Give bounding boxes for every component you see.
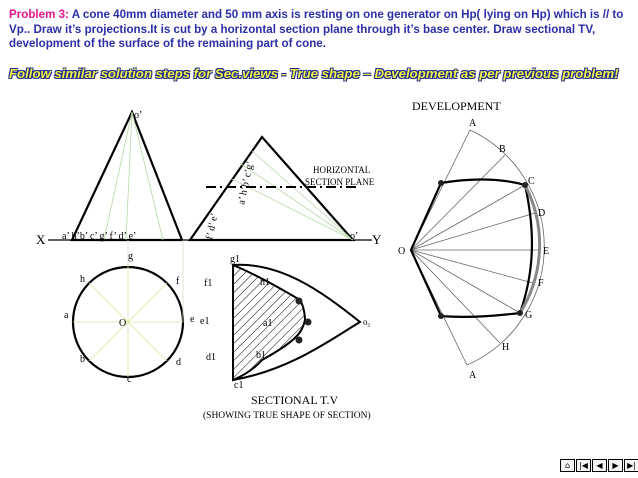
dev-point-label-1: B [499, 144, 506, 155]
fv-generators [104, 112, 163, 240]
dev-cut-outline [411, 179, 532, 316]
tv-point-label-5: f [176, 276, 180, 287]
tv-point-labels [64, 251, 195, 385]
instruction-subtitle: Follow similar solution steps for Sec.views - True shape – Development as per previous problem! [9, 66, 619, 81]
dev-point-label-0: A [469, 118, 477, 129]
section-point-label-0: e1 [200, 316, 210, 327]
o1-label: o₁ [363, 317, 371, 327]
base-fv-labels: a’ h’b’ c’ g’ f’ d’ e’ [62, 231, 137, 242]
xy-x-label: X [36, 232, 46, 247]
dev-point-label-5: F [538, 278, 544, 289]
dev-point-label-8: A [469, 370, 477, 381]
home-icon[interactable]: ⌂ [560, 459, 575, 472]
development-title: DEVELOPMENT [412, 99, 501, 113]
dev-point-label-2: C [528, 176, 535, 187]
prev-icon[interactable]: ◀ [592, 459, 607, 472]
tv-point-label-2: c [127, 374, 132, 385]
tv-point-label-3: d [176, 357, 181, 368]
tv-point-label-6: g [128, 251, 133, 262]
apex-fv2-label: o’ [350, 231, 359, 242]
generator-labels [204, 160, 256, 240]
dev-section-points [438, 180, 528, 319]
svg-text:f’ d’ e’: f’ d’ e’ [204, 212, 221, 241]
development-point-labels [469, 118, 549, 381]
section-point-label-7: f1 [204, 278, 213, 289]
tv-point-label-1: b [80, 354, 85, 365]
plane-label-2: SECTION PLANE [305, 177, 375, 187]
problem-tag: Problem 3: [9, 8, 69, 21]
tv-point-label-4: e [190, 314, 195, 325]
problem-text: A cone 40mm diameter and 50 mm axis is resting on one generator on Hp( lying on Hp) which is // to Vp.. Draw it’s projections.It is cut by a horizontal section plane through it’s base center. Draw sectional TV, development of the surface of the remaining part of cone. [9, 8, 624, 51]
true-shape-caption: (SHOWING TRUE SHAPE OF SECTION) [203, 411, 371, 421]
section-point-label-1: d1 [206, 352, 216, 363]
xy-y-label: Y [372, 232, 382, 247]
tv-point-label-7: h [80, 274, 85, 285]
tv-point-label-0: a [64, 310, 69, 321]
section-point-label-5: h1 [260, 277, 270, 288]
slide-navigation [560, 459, 638, 472]
plane-label-1: HORIZONTAL [313, 165, 371, 175]
next-icon[interactable]: ▶ [608, 459, 623, 472]
dev-center-label: O [398, 246, 406, 257]
dev-point-label-3: D [538, 208, 546, 219]
dev-point-label-6: G [525, 310, 533, 321]
first-icon[interactable]: |◀ [576, 459, 591, 472]
sectional-tv-title: SECTIONAL T.V [251, 393, 339, 407]
tv-radii [73, 267, 183, 377]
section-point-label-2: c1 [234, 380, 244, 391]
dev-radials [411, 130, 544, 365]
section-point-label-4: a1 [263, 318, 273, 329]
section-point-label-3: b1 [256, 350, 266, 361]
dev-point-label-7: H [502, 342, 510, 353]
dev-point-label-4: E [543, 246, 550, 257]
apex-fv-label: o’ [134, 110, 143, 121]
dev-remaining-arc [520, 185, 540, 313]
svg-text:a’ h’b’ c’g’: a’ h’b’ c’g’ [236, 160, 257, 206]
section-point-label-6: g1 [230, 254, 240, 265]
tv-center-label: O [119, 318, 127, 329]
last-icon[interactable]: ▶| [624, 459, 638, 472]
